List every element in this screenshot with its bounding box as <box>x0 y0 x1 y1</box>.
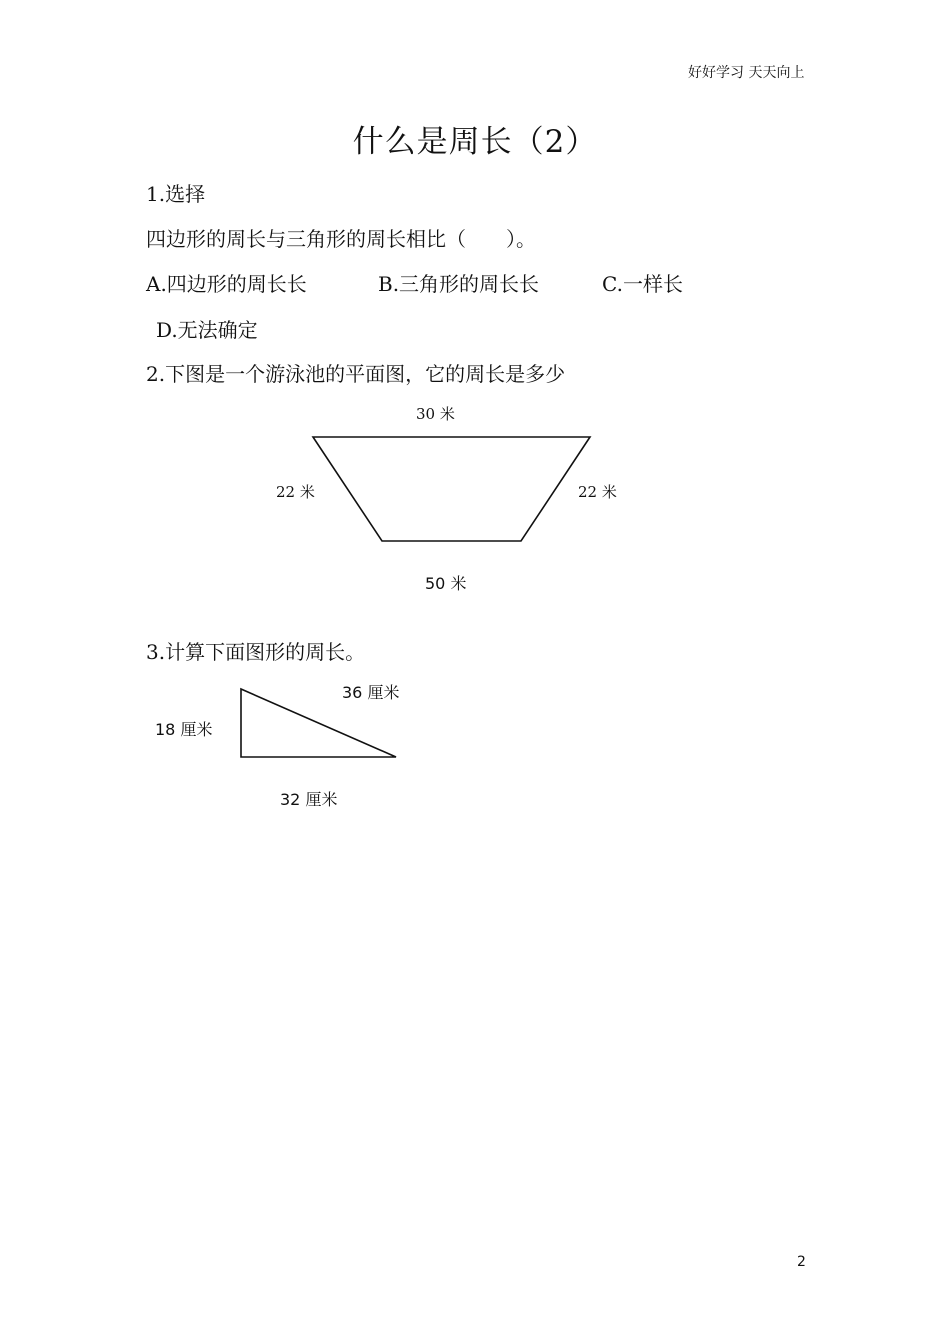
pool-top-side-label: 30 米 <box>416 405 455 423</box>
page-title: 什么是周长（2） <box>352 124 598 160</box>
pool-trapezoid-shape <box>313 437 590 541</box>
page-number: 2 <box>797 1254 806 1270</box>
triangle-bottom-side-label: 32 厘米 <box>280 790 338 809</box>
option-c: C.一样长 <box>602 272 683 296</box>
triangle-left-side-label: 18 厘米 <box>155 720 213 739</box>
question-1-heading: 1.选择 <box>146 182 206 206</box>
question-3-heading: 3.计算下面图形的周长。 <box>146 640 366 664</box>
triangle-hypotenuse-label: 36 厘米 <box>342 683 400 702</box>
question-1-text: 四边形的周长与三角形的周长相比（ ）。 <box>146 227 536 251</box>
pool-bottom-side-label: 50 米 <box>425 574 467 593</box>
question-2-heading: 2.下图是一个游泳池的平面图，它的周长是多少 <box>146 362 566 386</box>
pool-right-side-label: 22 米 <box>578 483 617 501</box>
pool-left-side-label: 22 米 <box>276 483 315 501</box>
option-a: A.四边形的周长长 <box>146 272 307 296</box>
option-d: D.无法确定 <box>156 318 258 342</box>
option-b: B.三角形的周长长 <box>378 272 540 296</box>
header-motto: 好好学习 天天向上 <box>688 65 805 81</box>
